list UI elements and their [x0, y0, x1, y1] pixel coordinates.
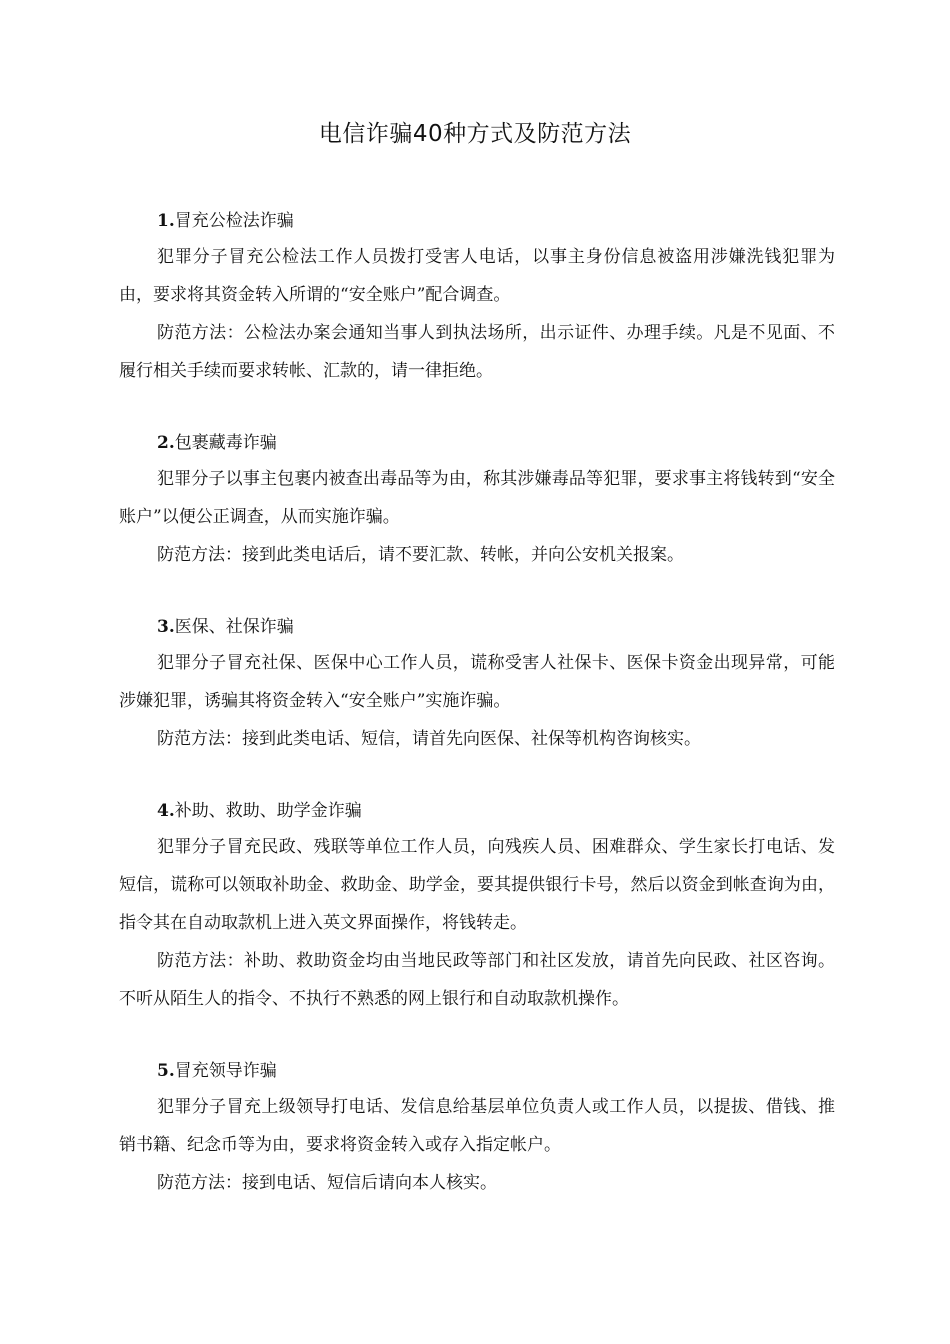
- section-title: 医保、社保诈骗: [174, 617, 294, 637]
- prevention-paragraph: 防范方法：接到此类电话后，请不要汇款、转帐，并向公安机关报案。: [157, 545, 684, 565]
- document-body: [119, 204, 835, 1238]
- section-paragraph: 犯罪分子冒充民政、残联等单位工作人员，向残疾人员、困难群众、学生家长打电话、发短信，谎称可以领取补助金、救助金、助学金，要其提供银行卡号，然后以资金到帐查询为由，指令其在自动取款机上进入英文界面操作，将钱转走。: [119, 837, 835, 933]
- section-number: 2.: [157, 433, 175, 453]
- section-2: [119, 426, 835, 574]
- prevention-paragraph: 防范方法：补助、救助资金均由当地民政等部门和社区发放，请首先向民政、社区咨询。不听从陌生人的指令、不执行不熟悉的网上银行和自动取款机操作。: [119, 951, 835, 1009]
- section-number: 5.: [157, 1061, 175, 1081]
- section-1: [119, 204, 835, 390]
- section-number: 1.: [157, 211, 175, 231]
- section-title: 包裹藏毒诈骗: [174, 433, 277, 453]
- prevention-paragraph: 防范方法：接到电话、短信后请向本人核实。: [157, 1173, 497, 1193]
- prevention-paragraph: 防范方法：接到此类电话、短信，请首先向医保、社保等机构咨询核实。: [157, 729, 701, 749]
- section-paragraph: 犯罪分子冒充社保、医保中心工作人员，谎称受害人社保卡、医保卡资金出现异常，可能涉嫌犯罪，诱骗其将资金转入“安全账户”实施诈骗。: [119, 653, 835, 711]
- section-heading: [119, 204, 835, 238]
- section-4: [119, 794, 835, 1018]
- section-paragraph: 犯罪分子冒充上级领导打电话、发信息给基层单位负责人或工作人员，以提拔、借钱、推销书籍、纪念币等为由，要求将资金转入或存入指定帐户。: [119, 1097, 835, 1155]
- section-heading: [119, 610, 835, 644]
- section-title: 冒充公检法诈骗: [174, 211, 294, 231]
- section-heading: [119, 426, 835, 460]
- section-paragraph: 犯罪分子冒充公检法工作人员拨打受害人电话，以事主身份信息被盗用涉嫌洗钱犯罪为由，要求将其资金转入所谓的“安全账户”配合调查。: [119, 247, 835, 305]
- document-title: 电信诈骗40种方式及防范方法: [318, 121, 632, 147]
- section-heading: [119, 794, 835, 828]
- section-number: 4.: [157, 801, 175, 821]
- section-title: 补助、救助、助学金诈骗: [174, 801, 362, 821]
- section-3: [119, 610, 835, 758]
- prevention-paragraph: 防范方法：公检法办案会通知当事人到执法场所，出示证件、办理手续。凡是不见面、不履行相关手续而要求转帐、汇款的，请一律拒绝。: [119, 323, 835, 381]
- section-title: 冒充领导诈骗: [174, 1061, 277, 1081]
- section-number: 3.: [157, 617, 175, 637]
- section-5: [119, 1054, 835, 1202]
- section-paragraph: 犯罪分子以事主包裹内被查出毒品等为由，称其涉嫌毒品等犯罪，要求事主将钱转到“安全账户”以便公正调查，从而实施诈骗。: [119, 469, 835, 527]
- section-heading: [119, 1054, 835, 1088]
